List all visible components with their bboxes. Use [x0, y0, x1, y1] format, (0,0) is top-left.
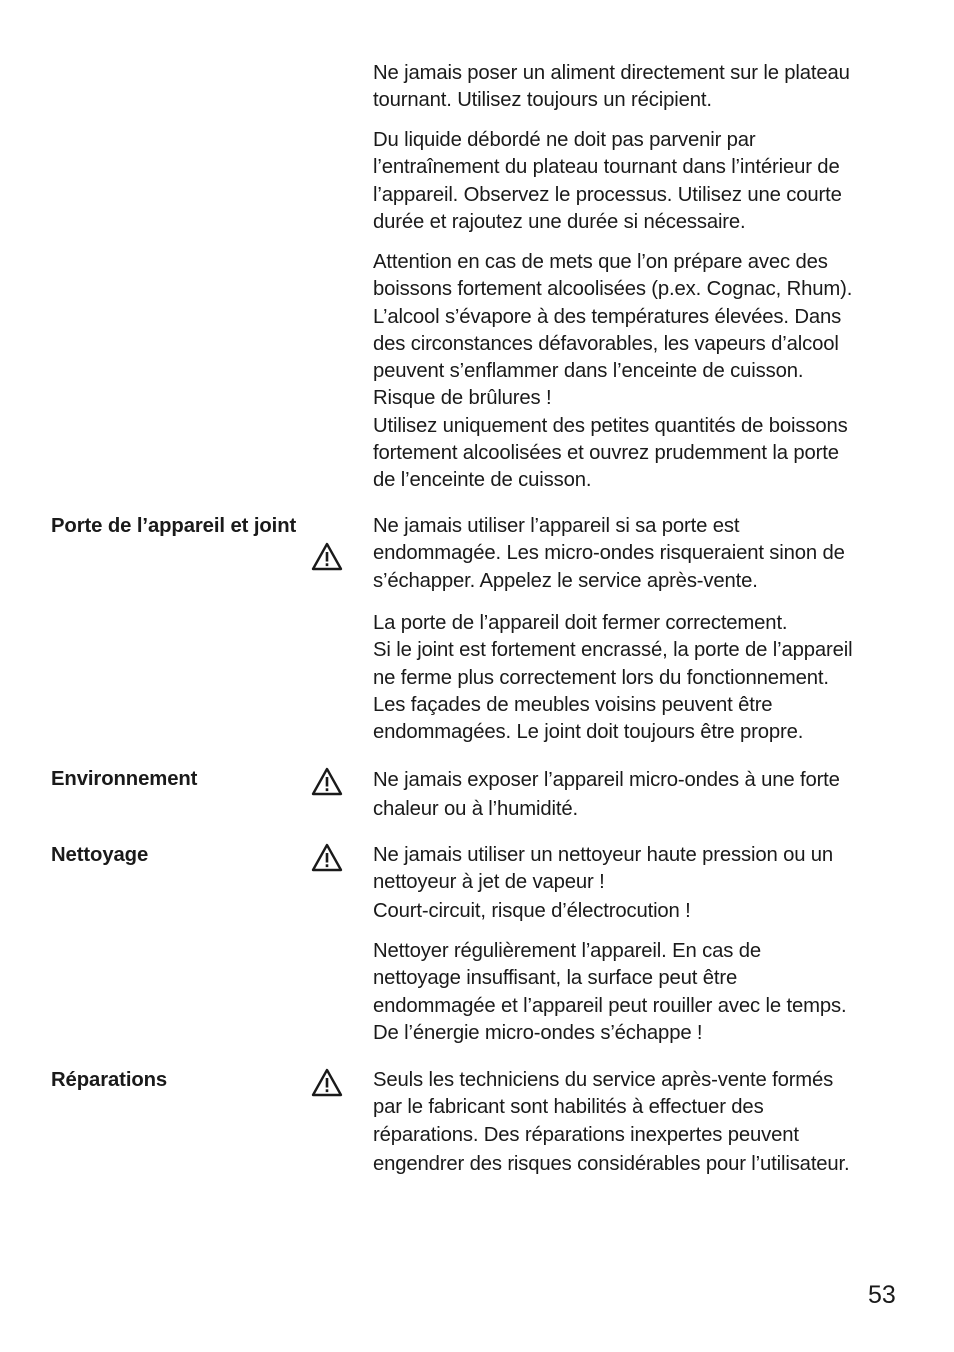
intro-paragraph-3 [373, 249, 913, 495]
section-block [373, 513, 913, 595]
text-line: Attention en cas de mets que l’on prépare avec des [373, 251, 828, 273]
intro-block [373, 60, 913, 115]
text-line: fortement alcoolisées et ouvrez prudemment la porte [373, 442, 839, 465]
text-line: ne ferme plus correctement lors du fonctionnement. [373, 666, 829, 689]
text-line: réparations. Des réparations inexpertes peuvent [373, 1123, 799, 1146]
text-line: Les façades de meubles voisins peuvent être [373, 693, 773, 716]
text-line: s’échapper. Appelez le service après-vente. [373, 569, 758, 592]
text-line: La porte de l’appareil doit fermer correctement. [373, 612, 788, 634]
text-line: l’entraînement du plateau tournant dans l’intérieur de [373, 156, 840, 179]
text-line: l’appareil. Observez le processus. Utilisez une courte [373, 183, 842, 206]
text-line: de l’enceinte de cuisson. [373, 469, 592, 492]
section-paragraph [373, 610, 913, 746]
text-line: Ne jamais exposer l’appareil micro-ondes à une forte [373, 769, 840, 791]
section-heading-cleaning: Nettoyage [51, 844, 149, 866]
intro-paragraph-1 [373, 60, 913, 115]
intro-paragraph-2 [373, 127, 913, 236]
section-paragraph [373, 1067, 913, 1178]
intro-block [373, 249, 913, 495]
text-line: Ne jamais poser un aliment directement sur le plateau [373, 62, 850, 84]
text-line: des circonstances défavorables, les vapeurs d’alcool [373, 332, 839, 355]
section-block [373, 766, 913, 823]
text-line: Ne jamais utiliser un nettoyeur haute pression ou un [373, 844, 834, 866]
section-block [373, 842, 913, 925]
section-block [373, 938, 913, 1047]
text-line: tournant. Utilisez toujours un récipient. [373, 89, 712, 112]
text-line: Si le joint est fortement encrassé, la porte de l’appareil [373, 639, 853, 662]
text-line: Nettoyer régulièrement l’appareil. En cas de [373, 940, 761, 962]
text-line: Risque de brûlures ! [373, 387, 552, 410]
text-line: L’alcool s’évapore à des températures élevées. Dans [373, 305, 842, 328]
text-line: engendrer des risques considérables pour l’utilisateur. [373, 1152, 850, 1175]
section-block [373, 1067, 913, 1178]
text-line: par le fabricant sont habilités à effectuer des [373, 1096, 764, 1119]
text-line: Ne jamais utiliser l’appareil si sa porte est [373, 515, 740, 537]
section-heading-environment: Environnement [51, 768, 198, 790]
warning-triangle-icon [311, 542, 343, 571]
section-paragraph [373, 766, 913, 823]
warning-triangle-icon [311, 1068, 343, 1097]
section-block [373, 610, 913, 746]
section-paragraph [373, 513, 913, 595]
page-number: 53 [868, 1281, 896, 1309]
text-line: nettoyage insuffisant, la surface peut être [373, 967, 738, 990]
text-line: Seuls les techniciens du service après-vente formés [373, 1069, 834, 1091]
intro-block [373, 127, 913, 236]
warning-triangle-icon [311, 767, 343, 796]
text-line: boissons fortement alcoolisées (p.ex. Cognac, Rhum). [373, 278, 853, 301]
warning-triangle-icon [311, 843, 343, 872]
text-line: Court-circuit, risque d’électrocution ! [373, 899, 691, 922]
text-line: nettoyeur à jet de vapeur ! [373, 871, 605, 894]
text-line: De l’énergie micro-ondes s’échappe ! [373, 1021, 703, 1044]
section-heading-repairs: Réparations [51, 1069, 168, 1091]
text-line: chaleur ou à l’humidité. [373, 797, 578, 820]
text-line: durée et rajoutez une durée si nécessaire. [373, 210, 746, 233]
text-line: endommagée. Les micro-ondes risqueraient sinon de [373, 542, 845, 565]
section-paragraph [373, 938, 913, 1047]
text-line: peuvent s’enflammer dans l’enceinte de cuisson. [373, 360, 804, 383]
text-line: Utilisez uniquement des petites quantités de boissons [373, 414, 848, 437]
text-line: endommagée et l’appareil peut rouiller avec le temps. [373, 994, 847, 1017]
text-line: endommagées. Le joint doit toujours être propre. [373, 721, 804, 744]
text-line: Du liquide débordé ne doit pas parvenir par [373, 129, 756, 151]
section-paragraph [373, 842, 913, 925]
section-heading-door: Porte de l’appareil et joint [51, 515, 297, 537]
